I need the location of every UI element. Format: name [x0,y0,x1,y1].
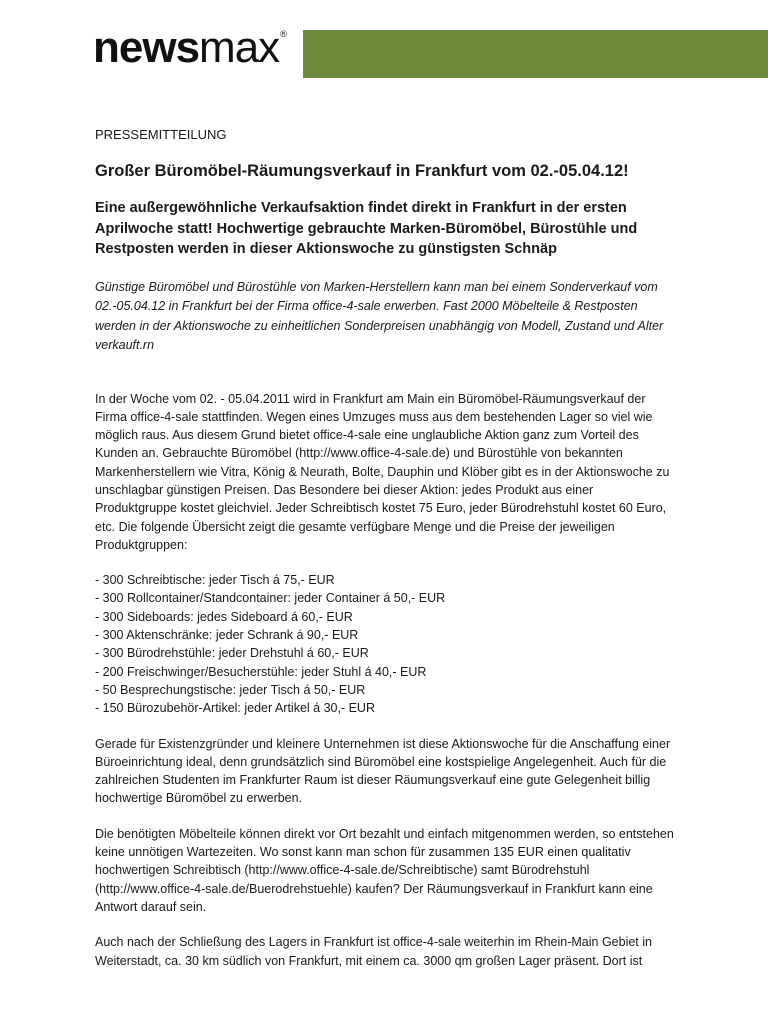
article-body [95,127,675,970]
paragraph-4: Auch nach der Schließung des Lagers in Frankfurt ist office-4-sale weiterhin im Rhein-Main Gebiet in Weiterstadt, ca. 30 km südlich von Frankfurt, mit einem ca. 3000 qm großen Lager präsent. Dort ist [95,935,652,968]
newsmax-logo [93,23,286,72]
logo-news-text: news [93,23,200,72]
list-item: - 300 Aktenschränke: jeder Schrank á 90,- EUR [95,628,359,643]
list-item: - 300 Rollcontainer/Standcontainer: jeder Container á 50,- EUR [95,591,446,606]
header-accent-bar [303,30,768,78]
article-title: Großer Büromöbel-Räumungsverkauf in Frankfurt vom 02.-05.04.12! [95,162,629,180]
paragraph-2: Gerade für Existenzgründer und kleinere Unternehmen ist diese Aktionswoche für die Anschaffung einer Büroeinrichtung ideal, denn grundsätzlich sind Büromöbel eine kostspielige Angelegenheit. Auch für die zahlreichen Studenten im Frankfurter Raum ist dieser Räumungsverkauf eine gute Gelegenheit billig hochwertige Büromöbel zu erwerben. [95,736,671,806]
logo-max-text: max [199,23,280,72]
list-item: - 300 Bürodrehstühle: jeder Drehstuhl á 60,- EUR [95,646,369,661]
logo-registered-mark: ® [280,29,286,39]
list-item: - 300 Schreibtische: jeder Tisch á 75,- EUR [95,573,335,588]
paragraph-1: In der Woche vom 02. - 05.04.2011 wird in Frankfurt am Main ein Büromöbel-Räumungsverkauf der Firma office-4-sale stattfinden. Wegen eines Umzuges muss aus dem bestehenden Lager so viel wie möglich raus. Aus diesem Grund bietet office-4-sale eine unglaubliche Aktion ganz zum Vorteil des Kunden an. Gebrauchte Büromöbel (http://www.office-4-sale.de) und Bürostühle von bekannten Markenherstellern wie Vitra, König & Neurath, Bolte, Dauphin und Klöber gibt es in der Aktionswoche zu unschlagbar günstigen Preisen. Das Besondere bei dieser Aktion: jedes Produkt aus einer Produktgruppe kostet gleichviel. Jeder Schreibtisch kostet 75 Euro, jeder Bürodrehstuhl kostet 60 Euro, etc. Die folgende Übersicht zeigt die gesamte verfügbare Menge und die Preise der jeweiligen Produktgruppen: [95,391,670,552]
list-item: - 200 Freischwinger/Besucherstühle: jeder Stuhl á 40,- EUR [95,664,427,679]
article-lead: Eine außergewöhnliche Verkaufsaktion findet direkt in Frankfurt in der ersten Aprilwoche statt! Hochwertige gebrauchte Marken-Büromöbel, Bürostühle und Restposten werden in dieser Aktionswoche zu günstigsten Schnäp [95,200,638,257]
press-release-label: PRESSEMITTEILUNG [95,127,227,142]
list-item: - 50 Besprechungstische: jeder Tisch á 50,- EUR [95,682,366,697]
paragraph-3: Die benötigten Möbelteile können direkt vor Ort bezahlt und einfach mitgenommen werden, so entstehen keine unnötigen Wartezeiten. Wo sonst kann man schon für zusammen 135 EUR einen qualitativ hochwertigen Schreibtisch (http://www.office-4-sale.de/Schreibtische) samt Bürodrehstuhl (http://www.office-4-sale.de/Buerodrehstuehle) kaufen? Der Räumungsverkauf in Frankfurt kann eine Antwort darauf sein. [95,826,674,914]
list-item: - 300 Sideboards: jedes Sideboard á 60,- EUR [95,609,353,624]
product-price-list [95,571,675,717]
list-item: - 150 Bürozubehör-Artikel: jeder Artikel á 30,- EUR [95,701,375,716]
article-summary: Günstige Büromöbel und Bürostühle von Marken-Herstellern kann man bei einem Sonderverkauf vom 02.-05.04.12 in Frankfurt bei der Firma office-4-sale erwerben. Fast 2000 Möbelteile & Restposten werden in der Aktionswoche zu einheitlichen Sonderpreisen unabhängig von Modell, Zustand und Alter verkauft.rn [95,279,664,352]
